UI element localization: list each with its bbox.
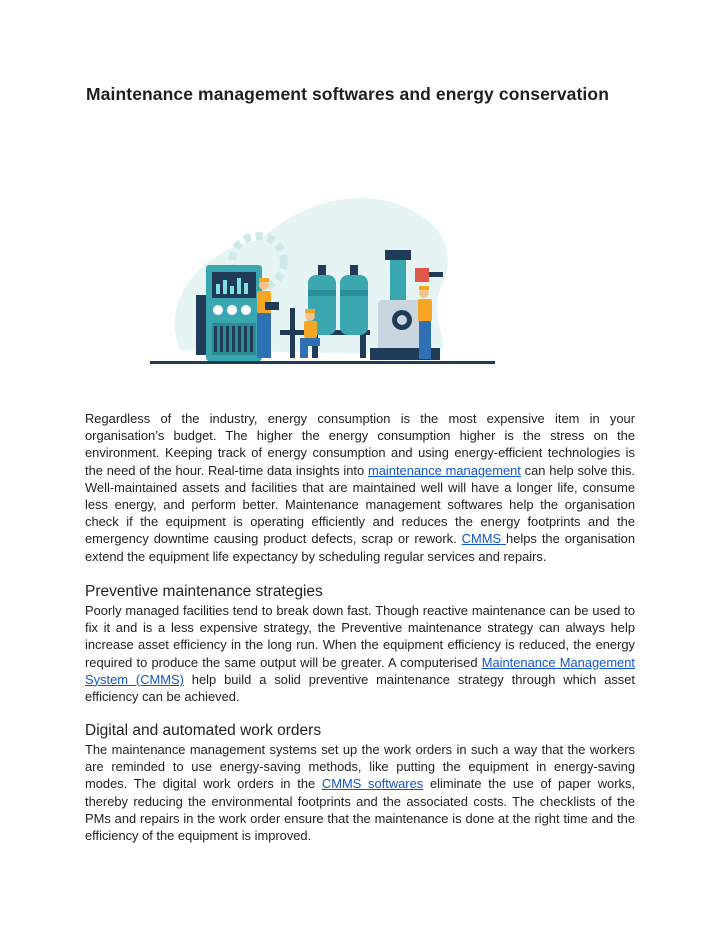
intro-text-c: helps the organisation extend the equipment life expectancy by scheduling regular services and repairs. — [85, 531, 635, 564]
preventive-text-a: Poorly managed facilities tend to break down fast. Though reactive maintenance can be used to fix it and is a less expensive strategy, the Preventive maintenance strategy can always help increase asset efficiency in the long run. When the equipment efficiency is reduced, the energy required to produce the same output will be greater. A computerised — [85, 603, 635, 670]
digital-paragraph — [85, 741, 635, 844]
preventive-paragraph — [85, 602, 635, 705]
intro-paragraph — [85, 410, 635, 565]
page-title: Maintenance management softwares and energy conservation — [86, 84, 609, 104]
digital-text-a: The maintenance management systems set up the work orders in such a way that the workers are reminded to use energy-saving methods, like putting the equipment in energy-saving modes. The digital work orders in the — [85, 742, 635, 792]
intro-text-a: Regardless of the industry, energy consumption is the most expensive item in your organisation’s budget. The higher the energy consumption higher is the stress on the environment. Keeping track of energy consumption and using energy-efficient technologies is the need of the hour. Real-time data insights into — [85, 411, 635, 478]
cmms-softwares-link[interactable]: CMMS softwares — [321, 776, 424, 792]
digital-text-b: eliminate the use of paper works, thereby reducing the environmental footprints and the associated costs. The checklists of the PMs and repairs in the work order ensure that the maintenance is done at the right time and the efficiency of the equipment is improved. — [85, 776, 635, 844]
digital-heading: Digital and automated work orders — [85, 722, 322, 739]
cmms-system-link[interactable]: Maintenance Management System (CMMS) — [85, 654, 635, 687]
maintenance-illustration — [140, 190, 500, 370]
intro-text-b: can help solve this. Well-maintained assets and facilities that are maintained well will have a longer life, consume less energy, and perform better. Maintenance management softwares help the organisation check if the equipment is operating efficiently and reduces the energy footprints and the emergency downtime causing product defects, scrap or rework. — [85, 462, 636, 547]
maintenance-management-link[interactable]: maintenance management — [368, 462, 521, 478]
cmms-link[interactable]: CMMS — [461, 531, 507, 547]
preventive-text-b: help build a solid preventive maintenance strategy through which asset efficiency can be achieved. — [85, 671, 635, 705]
preventive-heading: Preventive maintenance strategies — [85, 583, 323, 600]
